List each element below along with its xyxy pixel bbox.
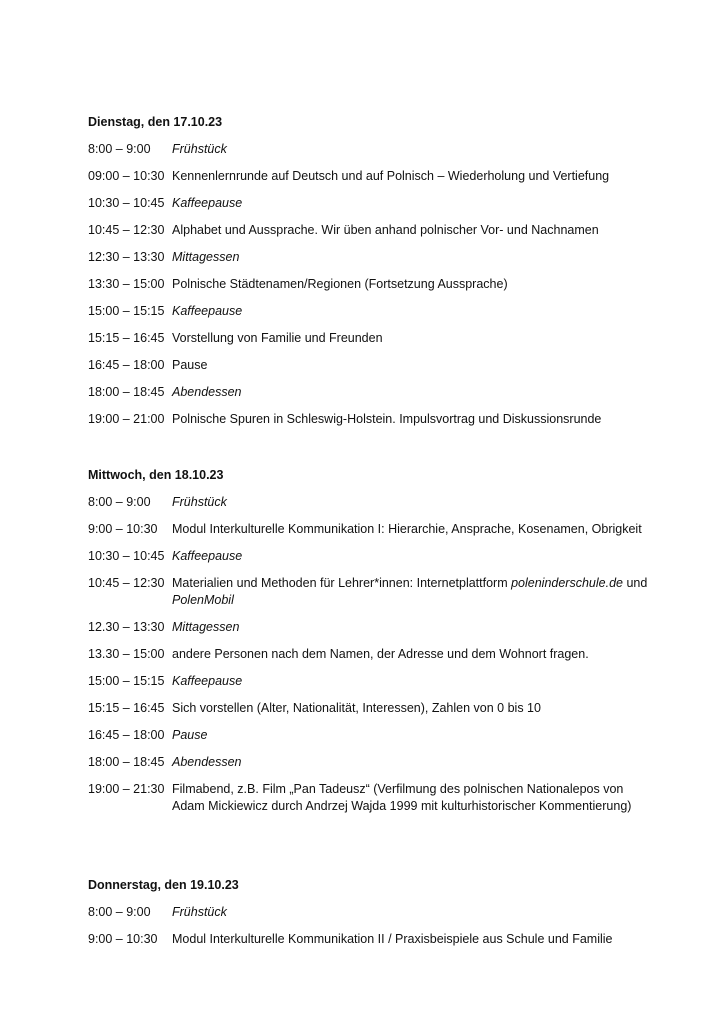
time-slot: 19:00 – 21:00: [88, 412, 165, 426]
activity: Kaffeepause: [172, 674, 243, 688]
schedule-row: [88, 673, 648, 690]
time-slot: 16:45 – 18:00: [88, 358, 165, 372]
time-slot: 9:00 – 10:30: [88, 522, 158, 536]
activity: Mittagessen: [172, 250, 240, 264]
day-heading: Donnerstag, den 19.10.23: [88, 878, 239, 892]
schedule-row: [88, 619, 648, 636]
activity-segment: PolenMobil: [172, 593, 234, 607]
time-slot: 9:00 – 10:30: [88, 932, 158, 946]
activity: Modul Interkulturelle Kommunikation II / Praxisbeispiele aus Schule und Familie: [172, 932, 613, 946]
activity: Polnische Städtenamen/Regionen (Fortsetzung Aussprache): [172, 277, 508, 291]
activity: Pause: [172, 728, 208, 742]
activity: Frühstück: [172, 495, 227, 509]
time-slot: 15:00 – 15:15: [88, 304, 165, 318]
schedule-row: [88, 781, 648, 815]
schedule-row: [88, 330, 648, 347]
schedule-list: [88, 904, 648, 948]
time-slot: 15:15 – 16:45: [88, 701, 165, 715]
day-section-thursday: [88, 877, 648, 958]
activity: Abendessen: [172, 385, 242, 399]
time-slot: 12.30 – 13:30: [88, 620, 165, 634]
time-slot: 19:00 – 21:30: [88, 782, 165, 796]
activity: Filmabend, z.B. Film „Pan Tadeusz“ (Verfilmung des polnischen Nationalepos von Adam Mickiewicz durch Andrzej Wajda 1999 mit kulturhistorischer Kommentierung): [172, 782, 632, 813]
time-slot: 15:00 – 15:15: [88, 674, 165, 688]
schedule-row: [88, 700, 648, 717]
activity: Polnische Spuren in Schleswig-Holstein. Impulsvortrag und Diskussionsrunde: [172, 412, 602, 426]
day-section-wednesday: [88, 467, 648, 825]
activity: Vorstellung von Familie und Freunden: [172, 331, 383, 345]
day-section-tuesday: [88, 114, 648, 438]
time-slot: 13:30 – 15:00: [88, 277, 165, 291]
schedule-row: [88, 575, 648, 609]
schedule-row: [88, 195, 648, 212]
activity: Sich vorstellen (Alter, Nationalität, Interessen), Zahlen von 0 bis 10: [172, 701, 541, 715]
schedule-row: [88, 521, 648, 538]
time-slot: 12:30 – 13:30: [88, 250, 165, 264]
activity: Frühstück: [172, 142, 227, 156]
time-slot: 09:00 – 10:30: [88, 169, 165, 183]
time-slot: 16:45 – 18:00: [88, 728, 165, 742]
activity: [172, 575, 648, 609]
day-heading: Mittwoch, den 18.10.23: [88, 468, 224, 482]
activity-segment: Materialien und Methoden für Lehrer*innen: Internetplattform: [172, 576, 512, 590]
schedule-list: [88, 141, 648, 428]
schedule-row: [88, 222, 648, 239]
activity: Kaffeepause: [172, 196, 243, 210]
time-slot: 10:30 – 10:45: [88, 196, 165, 210]
schedule-row: [88, 249, 648, 266]
activity: Kaffeepause: [172, 304, 243, 318]
schedule-row: [88, 141, 648, 158]
activity: Abendessen: [172, 755, 242, 769]
schedule-row: [88, 494, 648, 511]
activity: Pause: [172, 358, 208, 372]
schedule-row: [88, 727, 648, 744]
activity: Frühstück: [172, 905, 227, 919]
schedule-row: [88, 646, 648, 663]
activity: Mittagessen: [172, 620, 240, 634]
activity: Alphabet und Aussprache. Wir üben anhand polnischer Vor- und Nachnamen: [172, 223, 599, 237]
time-slot: 13.30 – 15:00: [88, 647, 165, 661]
time-slot: 8:00 – 9:00: [88, 495, 151, 509]
activity: Kaffeepause: [172, 549, 243, 563]
time-slot: 8:00 – 9:00: [88, 905, 151, 919]
schedule-row: [88, 411, 648, 428]
time-slot: 8:00 – 9:00: [88, 142, 151, 156]
time-slot: 15:15 – 16:45: [88, 331, 165, 345]
time-slot: 18:00 – 18:45: [88, 385, 165, 399]
schedule-list: [88, 494, 648, 815]
day-heading: Dienstag, den 17.10.23: [88, 115, 223, 129]
activity: Kennenlernrunde auf Deutsch und auf Polnisch – Wiederholung und Vertiefung: [172, 169, 610, 183]
activity-segment: poleninderschule.de: [511, 576, 623, 590]
time-slot: 18:00 – 18:45: [88, 755, 165, 769]
schedule-row: [88, 904, 648, 921]
schedule-row: [88, 548, 648, 565]
schedule-row: [88, 303, 648, 320]
time-slot: 10:30 – 10:45: [88, 549, 165, 563]
schedule-row: [88, 931, 648, 948]
schedule-row: [88, 754, 648, 771]
schedule-row: [88, 384, 648, 401]
activity: andere Personen nach dem Namen, der Adresse und dem Wohnort fragen.: [172, 647, 589, 661]
schedule-row: [88, 357, 648, 374]
activity-segment: und: [622, 576, 648, 590]
schedule-row: [88, 168, 648, 185]
schedule-row: [88, 276, 648, 293]
time-slot: 10:45 – 12:30: [88, 576, 165, 590]
time-slot: 10:45 – 12:30: [88, 223, 165, 237]
activity: Modul Interkulturelle Kommunikation I: Hierarchie, Ansprache, Kosenamen, Obrigkeit: [172, 522, 642, 536]
